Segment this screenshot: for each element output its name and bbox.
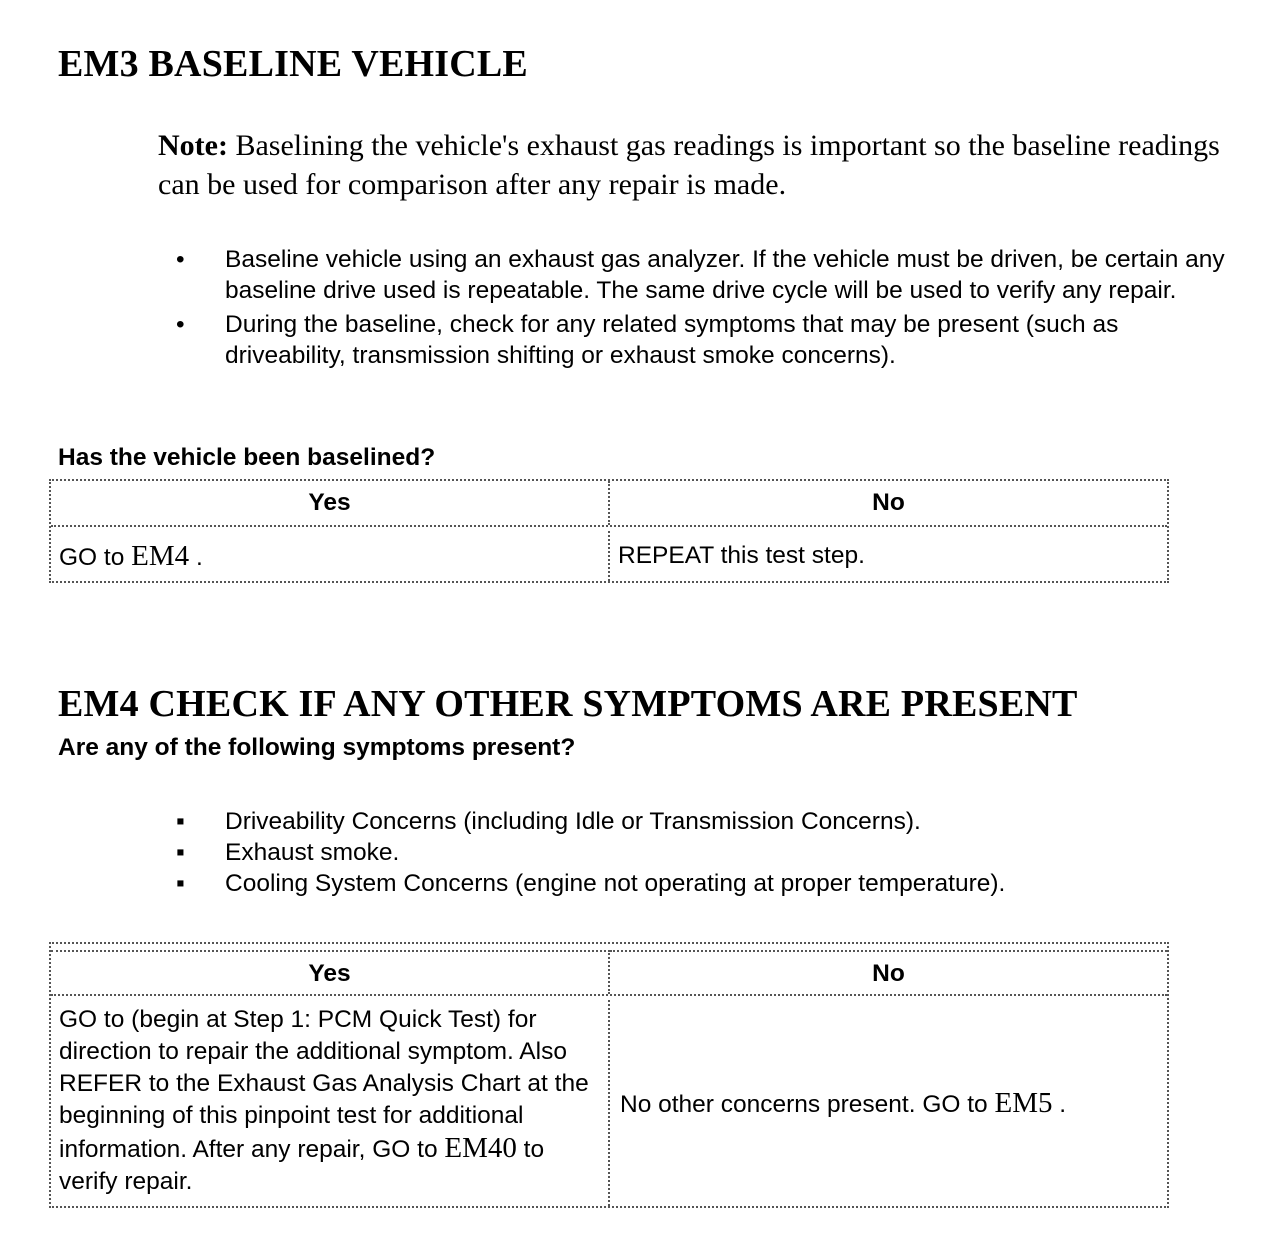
em5-link[interactable]: EM5 xyxy=(994,1086,1053,1119)
em3-decision-table xyxy=(49,479,1169,583)
em4-question: Are any of the following symptoms present? xyxy=(58,734,576,761)
yes-cell xyxy=(51,1000,610,1206)
list-item-text: Driveability Concerns (including Idle or Transmission Concerns). xyxy=(225,808,921,835)
table-header-row xyxy=(51,950,1167,996)
yes-header: Yes xyxy=(51,481,610,525)
em3-question: Has the vehicle been baselined? xyxy=(58,444,436,471)
em4-title: EM4 CHECK IF ANY OTHER SYMPTOMS ARE PRESENT xyxy=(58,683,1078,725)
yes-header: Yes xyxy=(51,950,610,994)
bullet-square-icon: ▪ xyxy=(176,808,185,835)
em4-bullet-list xyxy=(0,806,1245,899)
list-item-text: Cooling System Concerns (engine not operating at proper temperature). xyxy=(225,870,1006,897)
list-item-text: During the baseline, check for any related symptoms that may be present (such as driveability, transmission shifting or exhaust smoke concerns). xyxy=(225,311,1119,369)
em3-bullet-list xyxy=(0,244,1245,371)
list-item-text: Baseline vehicle using an exhaust gas analyzer. If the vehicle must be driven, be certain any baseline drive used is repeatable. The same drive cycle will be used to verify any repair. xyxy=(225,246,1225,304)
table-row xyxy=(51,1000,1167,1206)
list-item xyxy=(0,837,1245,868)
no-cell-suffix: . xyxy=(1052,1090,1067,1118)
em3-title: EM3 BASELINE VEHICLE xyxy=(58,43,528,85)
note-text: Baselining the vehicle's exhaust gas readings is important so the baseline readings can be used for comparison after any repair is made. xyxy=(158,129,1220,201)
table-row xyxy=(51,531,1167,581)
yes-cell-text: GO to xyxy=(59,544,132,571)
yes-cell xyxy=(51,531,610,581)
list-item-text: Exhaust smoke. xyxy=(225,839,400,866)
no-cell xyxy=(610,1000,1167,1206)
note-label: Note: xyxy=(158,129,228,162)
yes-cell-suffix: . xyxy=(189,544,203,571)
no-cell-text: No other concerns present. GO to xyxy=(620,1090,995,1118)
bullet-dot-icon: • xyxy=(176,311,185,338)
bullet-square-icon: ▪ xyxy=(176,839,185,866)
no-header: No xyxy=(872,489,905,516)
table-header-row xyxy=(51,481,1167,527)
no-header: No xyxy=(610,950,1167,994)
no-cell: REPEAT this test step. xyxy=(618,542,865,569)
bullet-square-icon: ▪ xyxy=(176,870,185,897)
list-item xyxy=(0,244,1245,306)
em4-link[interactable]: EM4 xyxy=(131,540,190,572)
note-paragraph xyxy=(158,126,1238,204)
yes-cell-suffix: to verify repair. xyxy=(59,1136,545,1195)
list-item xyxy=(0,309,1245,371)
list-item xyxy=(0,806,1245,837)
em40-link[interactable]: EM40 xyxy=(444,1132,517,1164)
em4-decision-table xyxy=(49,942,1169,1208)
bullet-dot-icon: • xyxy=(176,246,185,273)
yes-cell-text: GO to (begin at Step 1: PCM Quick Test) for direction to repair the additional symptom. Also REFER to the Exhaust Gas Analysis Chart at the beginning of this pinpoint test for additional information. After any repair, GO to xyxy=(59,1006,589,1163)
list-item xyxy=(0,868,1245,899)
